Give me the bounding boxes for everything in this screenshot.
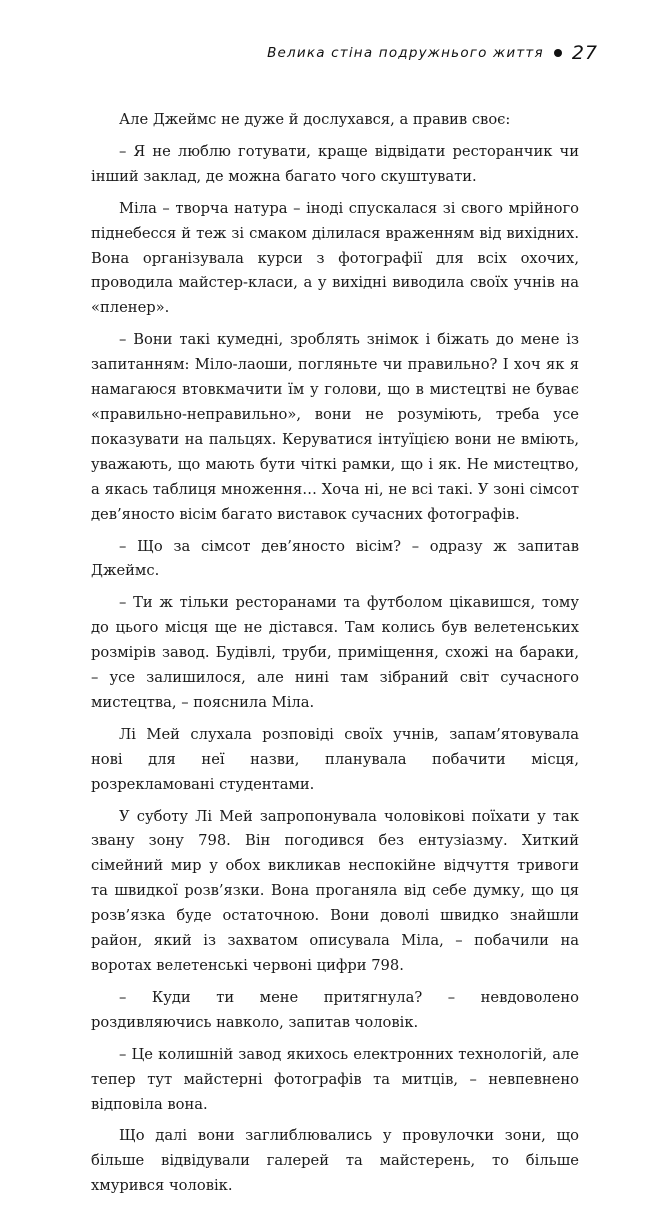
paragraph: Але Джеймс не дуже й дослухався, а правив своє: bbox=[119, 111, 511, 128]
body-text bbox=[91, 108, 579, 1206]
paragraph: Лі Мей слухала розповіді своїх учнів, запам’ятовувала нові для неї назви, планувала побачити місця, розрекламовані студентами. bbox=[91, 725, 579, 793]
paragraph: – Це колишній завод якихось електронних технологій, але тепер тут майстерні фотографів та митців, – невпевнено відповіла вона. bbox=[91, 1045, 579, 1113]
paragraph: – Що за сімсот дев’яносто вісім? – одразу ж запитав Джеймс. bbox=[91, 537, 579, 580]
bullet-separator-icon bbox=[554, 49, 562, 57]
running-title: Велика стіна подружнього життя bbox=[267, 45, 544, 61]
running-head bbox=[267, 42, 598, 64]
paragraph: Що далі вони заглиблювались у провулочки зони, що більше відвідували галерей та майстерень, то більше хмурився чоловік. bbox=[91, 1127, 579, 1195]
paragraph: У суботу Лі Мей запропонувала чоловікові поїхати у так звану зону 798. Він погодився без ентузіазму. Хиткий сімейний мир у обох викликав неспокійне відчуття тривоги та швидкої розв’язки. Вона проганяла від себе думку, що ця розв’язка буде остаточною. Вони доволі швидко знайшли район, який із захватом описувала Міла, – побачили на воротах велетенські червоні цифри 798. bbox=[91, 807, 579, 974]
paragraph: – Я не люблю готувати, краще відвідати ресторанчик чи інший заклад, де можна багато чого скуштувати. bbox=[91, 142, 579, 185]
paragraph: – Ти ж тільки ресторанами та футболом цікавишся, тому до цього місця ще не дістався. Там колись був велетенських розмірів завод. Будівлі, труби, приміщення, схожі на бараки, – усе залишилося, але нині там зібраний світ сучасного мистецтва, – пояснила Міла. bbox=[91, 594, 579, 711]
paragraph: – Вони такі кумедні, зроблять знімок і біжать до мене із запитанням: Міло-лаоши, погляньте чи правильно? І хоч як я намагаюся втовкмачити їм у голови, що в мистецтві не буває «правильно-неправильно», вони не розуміють, треба усе показувати на пальцях. Керуватися інтуїцією вони не вміють, уважають, що мають бути чіткі рамки, що і як. Не мистецтво, а якась таблиця множення… Хоча ні, не всі такі. У зоні сімсот дев’яносто вісім багато виставок сучасних фотографів. bbox=[91, 331, 579, 523]
paragraph: Міла – творча натура – іноді спускалася зі свого мрійного піднебесся й теж зі смаком ділилася враженням від вихідних. Вона організувала курси з фотографії для всіх охочих, проводила майстер-класи, а у вихідні виводила своїх учнів на «пленер». bbox=[91, 199, 579, 317]
paragraph: – Куди ти мене притягнула? – невдоволено роздивляючись навколо, запитав чоловік. bbox=[91, 988, 579, 1031]
page-number: 27 bbox=[571, 42, 598, 64]
